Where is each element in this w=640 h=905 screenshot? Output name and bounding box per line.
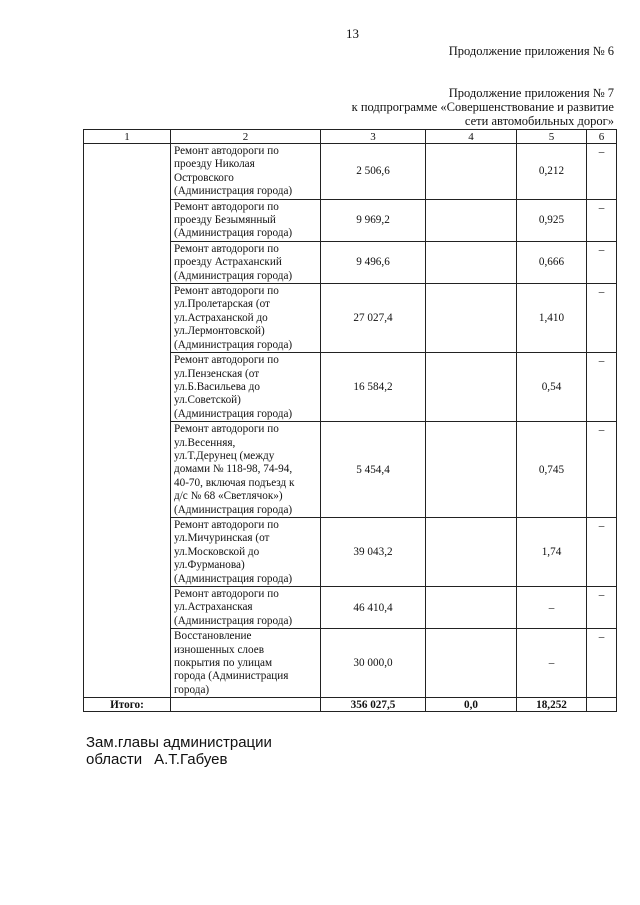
description-line: Ремонт автодороги по	[174, 518, 279, 531]
header-col-2: 2	[171, 130, 321, 144]
row-description	[171, 422, 321, 518]
description-line: ул.Советской)	[174, 394, 241, 407]
description-line: ул.Пензенская (от	[174, 367, 260, 380]
row-col-6	[587, 284, 617, 353]
row-col-5: 0,54	[517, 353, 587, 422]
continuation-annex-7-line3: сети автомобильных дорог»	[464, 114, 614, 128]
row-col-3: 9 969,2	[321, 199, 426, 241]
dash-mark: –	[598, 355, 605, 368]
total-col-6	[587, 698, 617, 712]
row-col-4	[426, 353, 517, 422]
row-col-3: 16 584,2	[321, 353, 426, 422]
description-line: ул.Московской до	[174, 545, 260, 558]
row-col-3: 30 000,0	[321, 629, 426, 698]
row-description	[171, 353, 321, 422]
total-row	[84, 698, 617, 712]
table-row	[84, 144, 617, 200]
description-line: Ремонт автодороги по	[174, 423, 279, 436]
row-col-5: 1,410	[517, 284, 587, 353]
signature-name: А.Т.Габуев	[154, 751, 228, 768]
row-col-4	[426, 587, 517, 629]
description-line: Восстановление	[174, 630, 252, 643]
description-line: ул.Лермонтовской)	[174, 325, 265, 338]
row-col-6	[587, 199, 617, 241]
row-col-6	[587, 353, 617, 422]
description-line: (Администрация города)	[174, 503, 293, 516]
row-col-6	[587, 629, 617, 698]
row-col-5: –	[517, 629, 587, 698]
description-line: ул.Пролетарская (от	[174, 298, 270, 311]
row-description	[171, 587, 321, 629]
header-col-5: 5	[517, 130, 587, 144]
row-col-3: 5 454,4	[321, 422, 426, 518]
row-col-5: 0,745	[517, 422, 587, 518]
row-col-5: 0,212	[517, 144, 587, 200]
row-description	[171, 241, 321, 283]
continuation-annex-6: Продолжение приложения № 6	[448, 44, 614, 58]
total-col-3: 356 027,5	[321, 698, 426, 712]
row-col-4	[426, 422, 517, 518]
row-col-5: 1,74	[517, 517, 587, 586]
row-col-4	[426, 241, 517, 283]
description-line: ул.Астраханской до	[174, 311, 268, 324]
header-col-3: 3	[321, 130, 426, 144]
description-line: ул.Фурманова)	[174, 559, 245, 572]
description-line: (Администрация города)	[174, 614, 293, 627]
description-line: (Администрация города)	[174, 407, 293, 420]
dash-mark: –	[598, 146, 605, 158]
description-line: (Администрация города)	[174, 338, 293, 351]
header-col-1: 1	[84, 130, 171, 144]
total-label: Итого:	[84, 698, 171, 712]
signature-position: Зам.главы администрации	[86, 734, 272, 751]
continuation-annex-7-line2: к подпрограмме «Совершенствование и развитие	[351, 100, 614, 114]
row-col-6	[587, 144, 617, 200]
row-col-6	[587, 241, 617, 283]
total-col-5: 18,252	[517, 698, 587, 712]
description-line: (Администрация города)	[174, 185, 293, 198]
description-line: изношенных слоев	[174, 643, 264, 656]
description-line: ул.Б.Васильева до	[174, 380, 260, 393]
description-line: д/с № 68 «Светлячок»)	[174, 490, 283, 503]
row-col-3: 46 410,4	[321, 587, 426, 629]
description-line: (Администрация города)	[174, 269, 293, 282]
description-line: Ремонт автодороги по	[174, 200, 279, 213]
description-line: (Администрация города)	[174, 572, 293, 585]
row-col-5: 0,925	[517, 199, 587, 241]
col-1-merged-cell	[84, 144, 171, 698]
description-line: проезду Николая	[174, 158, 255, 171]
dash-mark: –	[598, 589, 605, 601]
row-col-5: –	[517, 587, 587, 629]
row-col-4	[426, 629, 517, 698]
row-col-3: 39 043,2	[321, 517, 426, 586]
row-col-3: 2 506,6	[321, 144, 426, 200]
dash-mark: –	[598, 201, 605, 214]
dash-mark: –	[598, 243, 605, 256]
description-line: Ремонт автодороги по	[174, 588, 279, 600]
row-col-6	[587, 422, 617, 518]
description-line: Ремонт автодороги по	[174, 285, 279, 298]
row-col-4	[426, 199, 517, 241]
description-line: Ремонт автодороги по	[174, 145, 279, 157]
row-description	[171, 517, 321, 586]
signature-line-2	[86, 751, 272, 768]
row-col-3: 9 496,6	[321, 241, 426, 283]
row-col-6	[587, 517, 617, 586]
dash-mark: –	[598, 519, 605, 532]
signature-block	[86, 734, 272, 768]
description-line: города)	[174, 683, 210, 696]
description-line: ул.Мичуринская (от	[174, 532, 270, 545]
description-line: ул.Т.Дерунец (между	[174, 449, 275, 462]
description-line: Ремонт автодороги по	[174, 354, 279, 367]
row-description	[171, 284, 321, 353]
total-col-4: 0,0	[426, 698, 517, 712]
page-number: 13	[346, 26, 359, 41]
description-line: проезду Астраханский	[174, 256, 282, 269]
row-col-5: 0,666	[517, 241, 587, 283]
row-col-4	[426, 284, 517, 353]
dash-mark: –	[598, 424, 605, 437]
description-line: покрытия по улицам	[174, 657, 273, 670]
row-col-6	[587, 587, 617, 629]
row-description	[171, 199, 321, 241]
dash-mark: –	[598, 631, 605, 644]
row-description	[171, 144, 321, 200]
description-line: ул.Астраханская	[174, 601, 253, 614]
continuation-annex-7	[352, 86, 614, 128]
header-col-6: 6	[587, 130, 617, 144]
description-line: домами № 118-98, 74-94,	[174, 463, 293, 476]
description-line: проезду Безымянный	[174, 214, 276, 227]
roads-repair-table	[83, 129, 617, 712]
signature-region: области	[86, 751, 143, 768]
dash-mark: –	[598, 286, 605, 299]
description-line: ул.Весенняя,	[174, 436, 236, 449]
header-col-4: 4	[426, 130, 517, 144]
description-line: города (Администрация	[174, 670, 289, 683]
description-line: Ремонт автодороги по	[174, 242, 279, 255]
continuation-annex-7-line1: Продолжение приложения № 7	[448, 86, 614, 100]
row-col-4	[426, 517, 517, 586]
description-line: (Администрация города)	[174, 227, 293, 240]
total-col-2	[171, 698, 321, 712]
row-col-4	[426, 144, 517, 200]
row-description	[171, 629, 321, 698]
table-header-row	[84, 130, 617, 144]
row-col-3: 27 027,4	[321, 284, 426, 353]
description-line: Островского	[174, 171, 234, 184]
description-line: 40-70, включая подъезд к	[174, 476, 295, 489]
